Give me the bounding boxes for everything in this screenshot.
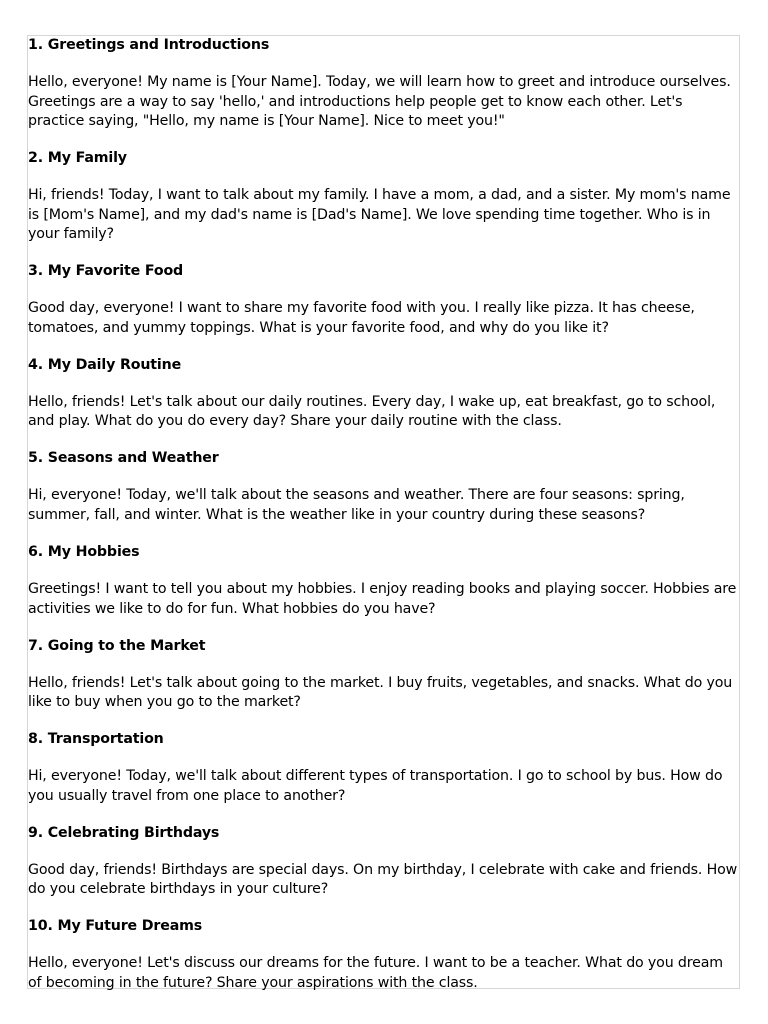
section-heading: 9. Celebrating Birthdays [28,824,220,841]
section-heading: 2. My Family [28,150,127,167]
section-daily-routine [28,356,740,432]
section-heading: 5. Seasons and Weather [28,450,219,467]
document-content [28,36,740,1011]
section-heading: 7. Going to the Market [28,637,206,654]
section-body: Hi, everyone! Today, we'll talk about the seasons and weather. There are four seasons: spring, summer, fall, and winter. What is the weather like in your country during these seasons? [28,487,685,524]
section-heading: 6. My Hobbies [28,544,140,560]
section-body: Hello, everyone! My name is [Your Name]. Today, we will learn how to greet and introduce ourselves. Greetings are a way to say 'hello,' and introductions help people get to know each other. Let's practice saying, "Hello, my name is [Your Name]. Nice to meet you!" [28,73,731,130]
section-body: Good day, everyone! I want to share my favorite food with you. I really like pizza. It has cheese, tomatoes, and yummy toppings. What is your favorite food, and why do you like it? [28,300,695,336]
section-seasons-weather [28,449,740,525]
section-body: Hello, friends! Let's talk about our daily routines. Every day, I wake up, eat breakfast, go to school, and play. What do you do every day? Share your daily routine with the class. [28,393,716,430]
section-body: Good day, friends! Birthdays are special days. On my birthday, I celebrate with cake and friends. How do you celebrate birthdays in your culture? [28,861,738,898]
section-future-dreams [28,917,740,993]
section-heading: 3. My Favorite Food [28,263,184,280]
section-transportation [28,730,740,806]
section-favorite-food [28,262,740,338]
section-family [28,149,740,245]
section-body: Hi, everyone! Today, we'll talk about different types of transportation. I go to school by bus. How do you usually travel from one place to another? [28,768,723,804]
section-greetings [28,36,740,132]
section-body: Hello, friends! Let's talk about going to the market. I buy fruits, vegetables, and snacks. What do you like to buy when you go to the market? [28,674,733,711]
section-birthdays [28,824,740,900]
section-market [28,637,740,713]
section-body: Hello, everyone! Let's discuss our dreams for the future. I want to be a teacher. What do you dream of becoming in the future? Share your aspirations with the class. [28,955,723,991]
section-heading: 1. Greetings and Introductions [28,37,270,53]
section-heading: 4. My Daily Routine [28,356,182,373]
section-body: Greetings! I want to tell you about my hobbies. I enjoy reading books and playing soccer. Hobbies are activities we like to do for fun. What hobbies do you have? [28,580,737,617]
section-heading: 10. My Future Dreams [28,918,203,935]
section-body: Hi, friends! Today, I want to talk about my family. I have a mom, a dad, and a sister. My mom's name is [Mom's Name], and my dad's name is [Dad's Name]. We love spending time together. Who is in your family? [28,187,731,243]
section-hobbies [28,543,740,619]
section-heading: 8. Transportation [28,731,164,748]
